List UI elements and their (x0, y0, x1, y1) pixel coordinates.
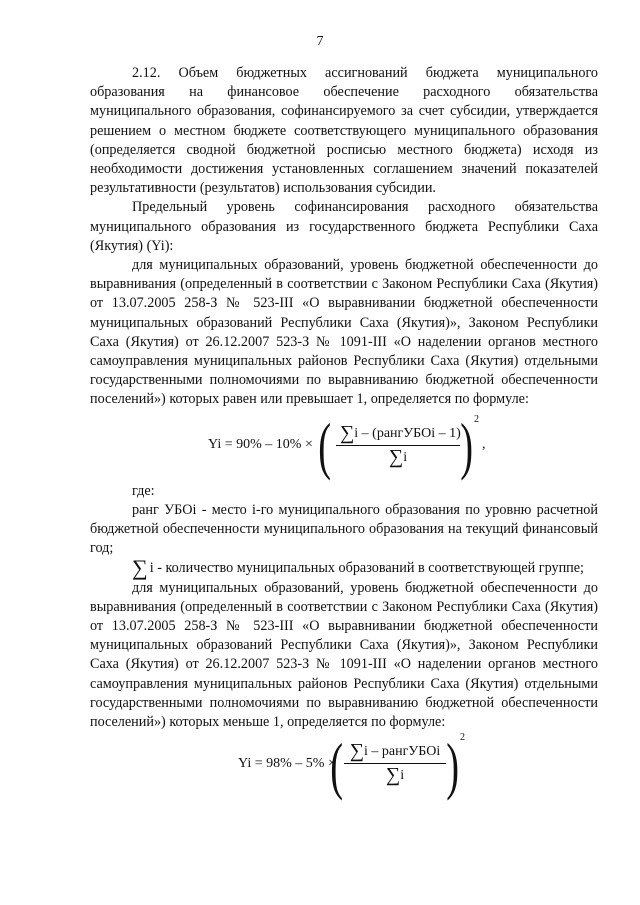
sum-icon: ∑ (349, 740, 365, 763)
paragraph-cofinancing-level: Предельный уровень софинансирования расходного обязательства муниципального образования из государственного бюджета Республики Саха (Якутия) (Yi): (90, 199, 598, 254)
rank-definition: ранг УБОi - место i-го муниципального образования по уровню расчетной бюджетной обеспеченности муниципального образования на текущий финансовый год; (90, 501, 598, 557)
sum-definition: ∑ i - количество муниципальных образований в соответствующей группе; (132, 555, 584, 581)
formula-1-denominator: i (403, 449, 408, 465)
page-number: 7 (316, 34, 324, 49)
formula-2-exponent: 2 (460, 732, 465, 744)
formula-2-left-paren: ( (330, 730, 344, 802)
sum-icon: ∑ (132, 555, 148, 581)
formula-2-right-paren: ) (446, 730, 460, 802)
sum-icon: ∑ (388, 445, 404, 468)
where-label: где: (132, 482, 155, 499)
formula-1-exponent: 2 (474, 413, 479, 425)
sum-icon: ∑ (340, 421, 355, 444)
formula-1-left-paren: ( (318, 409, 332, 481)
paragraph-group-above-1: для муниципальных образований, уровень бюджетной обеспеченности до выравнивания (определенный в соответствии с Законом Республики Саха (Якутия) от 13.07.2005 258-З № 523-III «О выравнивании бюджетной обеспеченности муниципальных образований Республики Саха (Якутия)», Законом Республики Саха (Якутия) от 26.12.2007 523-З № 1091-III «О наделении органов местного самоуправления муниципальных районов Республики Саха (Якутия) отдельными государственными полномочиями по выравниванию бюджетной обеспеченности поселений») которых равен или превышает 1, определяется по формуле: (90, 257, 598, 408)
paragraph-group-below-1: для муниципальных образований, уровень бюджетной обеспеченности до выравнивания (определенный в соответствии с Законом Республики Саха (Якутия) от 13.07.2005 258-З № 523-III «О выравнивании бюджетной обеспеченности муниципальных образований Республики Саха (Якутия)», Законом Республики Саха (Якутия) от 26.12.2007 523-З № 1091-III «О наделении органов местного самоуправления муниципальных районов Республики Саха (Якутия) отдельными государственными полномочиями по выравниванию бюджетной обеспеченности поселений») которых меньше 1, определяется по формуле: (90, 579, 598, 731)
formula-2-fraction (344, 740, 446, 787)
paragraph-2-12: 2.12. Объем бюджетных ассигнований бюджета муниципального образования на финансовое обеспечение расходного обязательства муниципального образования, софинансируемого за счет субсидии, утверждается решением о местном бюджете соответствующего муниципального образования (определяется сводной бюджетной росписью местного бюджета) исходя из необходимости достижения установленных соглашением значений показателей результативности (результатов) использования субсидии. (90, 65, 598, 197)
formula-1-lhs: Yi = 90% – 10% × (208, 436, 313, 452)
formula-2-lhs: Yi = 98% – 5% × (238, 756, 336, 772)
rank-label: ранг УБОi (132, 501, 197, 518)
formula-1 (90, 410, 598, 482)
sum-icon: ∑ (385, 764, 401, 787)
formula-1-trailing: , (482, 436, 486, 452)
document-body (90, 64, 598, 802)
formula-2 (90, 730, 598, 802)
formula-2-numerator: i – рангУБОi (364, 744, 441, 760)
formula-1-right-paren: ) (460, 409, 474, 481)
formula-1-numerator: i – (рангУБОi – 1) (354, 425, 461, 441)
formula-1-fraction (336, 422, 460, 469)
formula-2-denominator: i (400, 768, 405, 784)
